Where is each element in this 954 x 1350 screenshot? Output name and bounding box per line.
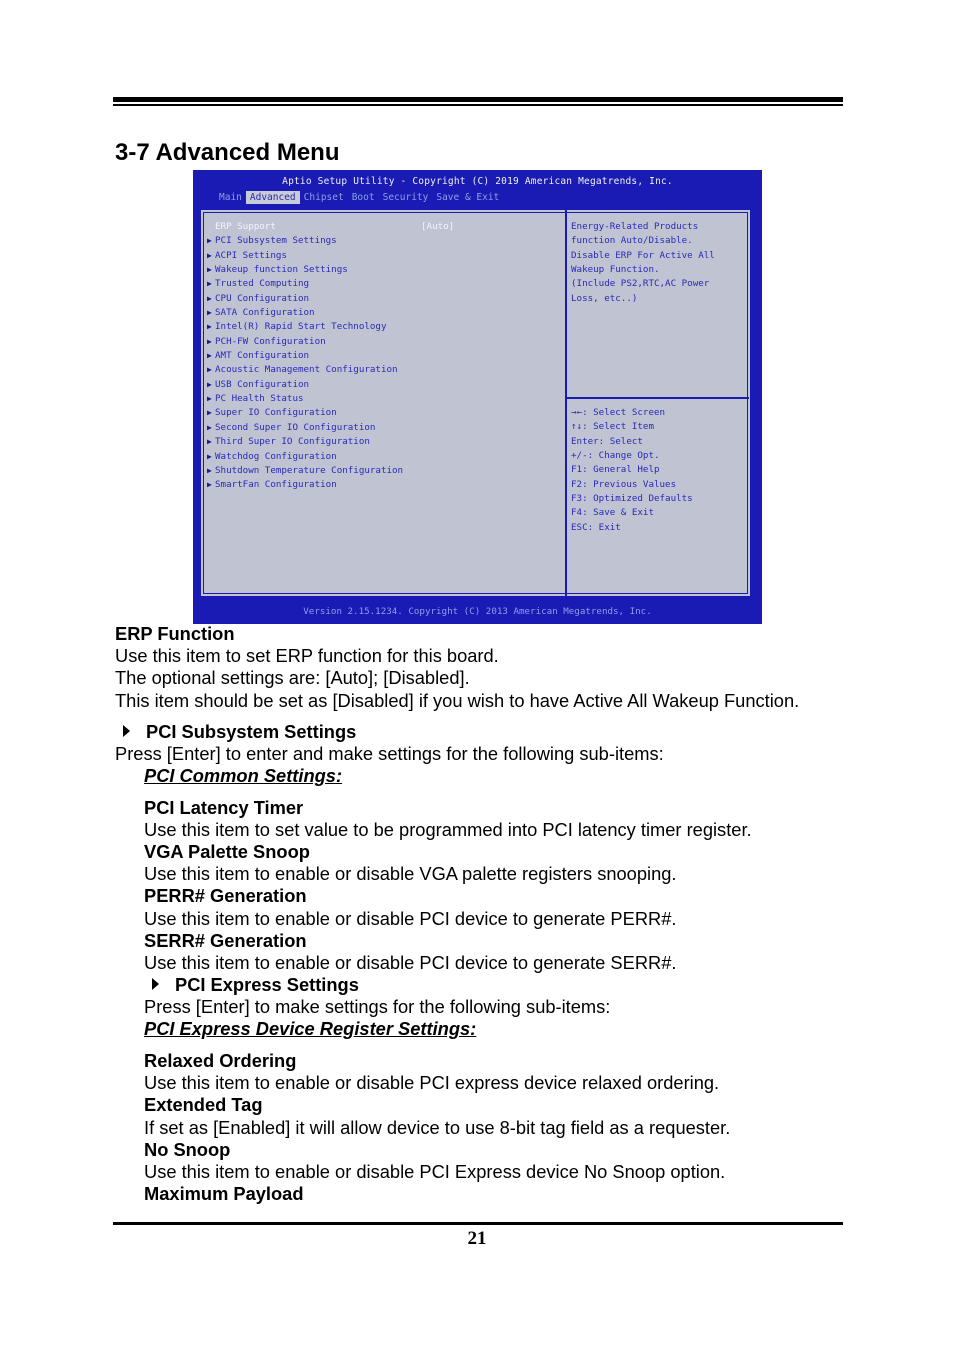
perr-heading: PERR# Generation [144, 885, 307, 906]
pci-subsystem-desc: Press [Enter] to enter and make settings for the following sub-items: [115, 743, 664, 764]
bios-key-hint: F3: Optimized Defaults [571, 493, 693, 505]
top-rule-thick [113, 97, 843, 102]
bios-menu-item-label: Intel(R) Rapid Start Technology [215, 321, 387, 333]
bios-menu-item-label: PCH-FW Configuration [215, 335, 326, 347]
bios-menu-item-wakeup-function-settings[interactable] [207, 263, 507, 277]
bios-menu-item-label: Second Super IO Configuration [215, 421, 376, 433]
maximum-payload-heading: Maximum Payload [144, 1183, 304, 1204]
menu-arrow-icon: ▶ [207, 236, 212, 246]
bios-help-panel [571, 220, 747, 306]
menu-arrow-icon: ▶ [207, 437, 212, 447]
bios-divider-horizontal [567, 397, 749, 399]
bios-keys-panel [571, 406, 693, 535]
erp-heading: ERP Function [115, 623, 235, 644]
pci-express-heading [152, 974, 359, 996]
bios-help-line: Disable ERP For Active All [571, 249, 715, 261]
bios-screenshot [193, 170, 762, 624]
pci-subsystem-heading [123, 721, 356, 743]
erp-support-label: ERP Support [215, 221, 276, 232]
serr-heading: SERR# Generation [144, 930, 307, 951]
extended-tag-desc: If set as [Enabled] it will allow device to use 8-bit tag field as a requester. [144, 1117, 731, 1138]
bios-key-hint: F1: General Help [571, 464, 660, 476]
bios-menu-item-watchdog-configuration[interactable] [207, 450, 507, 464]
bios-key-hint: F2: Previous Values [571, 478, 677, 490]
pci-common-settings-heading: PCI Common Settings: [144, 765, 343, 786]
bios-menu-item-label: Shutdown Temperature Configuration [215, 464, 404, 476]
bios-menu-item-label: Trusted Computing [215, 278, 310, 290]
menu-arrow-icon: ▶ [207, 451, 212, 461]
no-snoop-heading: No Snoop [144, 1139, 231, 1160]
pci-express-heading-text: PCI Express Settings [175, 974, 359, 995]
bios-help-line: Wakeup Function. [571, 264, 660, 276]
menu-arrow-icon: ▶ [207, 265, 212, 275]
menu-arrow-icon: ▶ [207, 480, 212, 490]
bios-key-hint: Enter: Select [571, 435, 643, 447]
bios-menu-item-second-super-io-configuration[interactable] [207, 421, 507, 435]
bios-menu-item-label: CPU Configuration [215, 292, 310, 304]
bios-tab-main[interactable]: Main [219, 192, 242, 203]
extended-tag-heading: Extended Tag [144, 1094, 263, 1115]
relaxed-ordering-heading: Relaxed Ordering [144, 1050, 297, 1071]
bios-key-hint: ↑↓: Select Item [571, 421, 654, 433]
bios-menu-item-label: USB Configuration [215, 378, 310, 390]
menu-arrow-icon: ▶ [207, 394, 212, 404]
bios-key-hint: ESC: Exit [571, 521, 621, 533]
top-rule [113, 97, 843, 107]
menu-arrow-icon: ▶ [207, 308, 212, 318]
bios-menu-item-label: SATA Configuration [215, 307, 315, 319]
bios-menu-item-smartfan-configuration[interactable] [207, 478, 507, 492]
bios-help-line: function Auto/Disable. [571, 235, 693, 247]
erp-desc-2: The optional settings are: [Auto]; [Disabled]. [115, 667, 470, 688]
relaxed-ordering-desc: Use this item to enable or disable PCI express device relaxed ordering. [144, 1072, 720, 1093]
page-number: 21 [467, 1228, 487, 1249]
triangle-bullet-icon [123, 725, 130, 737]
no-snoop-desc: Use this item to enable or disable PCI Express device No Snoop option. [144, 1161, 726, 1182]
menu-arrow-icon: ▶ [207, 365, 212, 375]
erp-desc-3: This item should be set as [Disabled] if you wish to have Active All Wakeup Function. [115, 690, 800, 711]
bios-divider-vertical [565, 210, 567, 596]
perr-desc: Use this item to enable or disable PCI device to generate PERR#. [144, 908, 677, 929]
bios-tab-boot[interactable]: Boot [351, 192, 375, 203]
bios-menu-item-shutdown-temperature-configuration[interactable] [207, 464, 507, 478]
bios-menu-item-amt-configuration[interactable] [207, 349, 507, 363]
bios-menu-item-pci-subsystem-settings[interactable] [207, 234, 507, 248]
vga-snoop-desc: Use this item to enable or disable VGA palette registers snooping. [144, 863, 677, 884]
menu-arrow-icon: ▶ [207, 293, 212, 303]
bios-menu [207, 220, 507, 493]
menu-arrow-icon: ▶ [207, 408, 212, 418]
bios-title: Aptio Setup Utility - Copyright (C) 2019 American Megatrends, Inc. [282, 176, 673, 187]
bios-menu-item-acpi-settings[interactable] [207, 249, 507, 263]
section-title: 3-7 Advanced Menu [115, 139, 340, 166]
menu-arrow-icon: ▶ [207, 336, 212, 346]
bios-menu-item-intel-r-rapid-start-technology[interactable] [207, 320, 507, 334]
bios-tab-advanced[interactable]: Advanced [246, 191, 300, 204]
menu-arrow-icon: ▶ [207, 279, 212, 289]
menu-arrow-icon: ▶ [207, 465, 212, 475]
bios-menu-item-label: AMT Configuration [215, 350, 310, 362]
bios-menu-item-usb-configuration[interactable] [207, 378, 507, 392]
bios-tab-save-exit[interactable]: Save & Exit [436, 192, 500, 203]
bios-menu-item-pc-health-status[interactable] [207, 392, 507, 406]
bios-footer: Version 2.15.1234. Copyright (C) 2013 American Megatrends, Inc. [303, 606, 652, 617]
bios-menu-item-label: Acoustic Management Configuration [215, 364, 398, 376]
bios-key-hint: +/-: Change Opt. [571, 450, 660, 462]
bios-key-hint: →←: Select Screen [571, 407, 666, 418]
bios-tab-chipset[interactable]: Chipset [303, 192, 344, 203]
bios-help-line: (Include PS2,RTC,AC Power [571, 278, 710, 290]
bios-menu-item-label: SmartFan Configuration [215, 479, 337, 491]
pci-latency-desc: Use this item to set value to be programmed into PCI latency timer register. [144, 819, 752, 840]
serr-desc: Use this item to enable or disable PCI device to generate SERR#. [144, 952, 677, 973]
bios-tabs [215, 191, 503, 204]
bios-menu-item-label: Watchdog Configuration [215, 450, 337, 462]
vga-snoop-heading: VGA Palette Snoop [144, 841, 310, 862]
triangle-bullet-icon [152, 978, 159, 990]
menu-arrow-icon: ▶ [207, 250, 212, 260]
bios-menu-item-erp-support[interactable] [207, 220, 507, 234]
bios-menu-item-cpu-configuration[interactable] [207, 292, 507, 306]
bios-menu-item-label: Super IO Configuration [215, 407, 337, 419]
bios-help-line: Loss, etc..) [571, 292, 638, 304]
menu-arrow-icon: ▶ [207, 422, 212, 432]
bios-menu-item-third-super-io-configuration[interactable] [207, 435, 507, 449]
bottom-rule [113, 1222, 843, 1225]
pci-subsystem-heading-text: PCI Subsystem Settings [146, 721, 357, 742]
erp-support-value: [Auto] [421, 221, 455, 232]
bios-menu-item-trusted-computing[interactable] [207, 277, 507, 291]
bios-menu-item-label: Wakeup function Settings [215, 264, 348, 276]
bios-menu-item-pch-fw-configuration[interactable] [207, 335, 507, 349]
bios-menu-item-super-io-configuration[interactable] [207, 406, 507, 420]
menu-arrow-icon: ▶ [207, 379, 212, 389]
pci-latency-heading: PCI Latency Timer [144, 797, 304, 818]
erp-desc-1: Use this item to set ERP function for this board. [115, 645, 499, 666]
bios-menu-item-label: ACPI Settings [215, 249, 287, 261]
bios-help-line: Energy-Related Products [571, 221, 699, 232]
pci-express-desc: Press [Enter] to make settings for the following sub-items: [144, 996, 611, 1017]
bios-key-hint: F4: Save & Exit [571, 507, 654, 519]
bios-menu-item-label: PC Health Status [215, 393, 304, 405]
pcie-device-register-heading: PCI Express Device Register Settings: [144, 1018, 477, 1039]
bios-body [199, 208, 752, 598]
menu-arrow-icon: ▶ [207, 322, 212, 332]
top-rule-thin [113, 104, 843, 106]
bios-menu-item-sata-configuration[interactable] [207, 306, 507, 320]
bios-menu-item-label: PCI Subsystem Settings [215, 235, 337, 247]
bios-tab-security[interactable]: Security [382, 192, 429, 203]
bios-menu-item-label: Third Super IO Configuration [215, 436, 370, 448]
menu-arrow-icon: ▶ [207, 351, 212, 361]
bios-menu-item-acoustic-management-configuration[interactable] [207, 363, 507, 377]
